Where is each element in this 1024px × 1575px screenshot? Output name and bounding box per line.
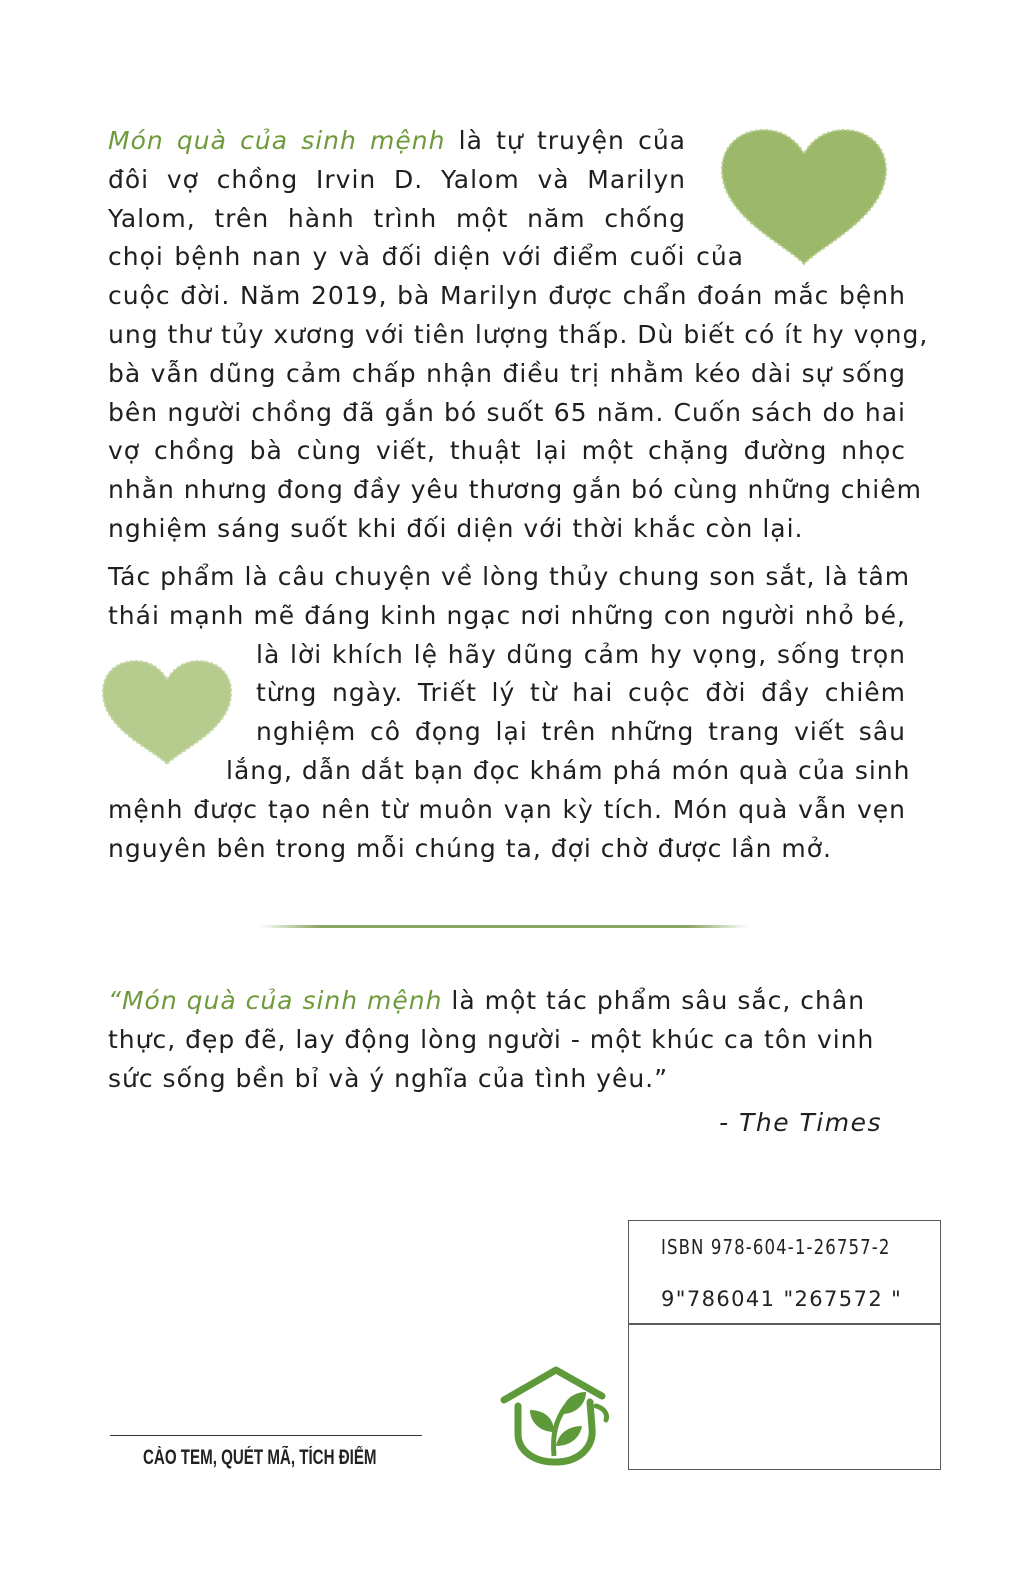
book-title-italic: Món quà của sinh mệnh — [108, 126, 446, 155]
text-line: chọi bệnh nan y và đối diện với điểm cuối của — [108, 242, 744, 272]
review-quote — [108, 982, 888, 1098]
quote-attribution: - The Times — [719, 1108, 882, 1137]
text-line: nghiệm sáng suốt khi đối diện với thời khắc còn lại. — [108, 513, 804, 543]
text-line: thực, đẹp đẽ, lay động lòng người - một khúc ca tôn vinh — [108, 1024, 875, 1054]
text-line: mệnh được tạo nên từ muôn vạn kỳ tích. Món quà vẫn vẹn — [108, 794, 906, 824]
stamp-label: CÀO TEM, QUÉT MÃ, TÍCH ĐIỂM — [143, 1446, 377, 1469]
text-line: nguyên bên trong mỗi chúng ta, đợi chờ được lần mở. — [108, 833, 832, 863]
text-line: nghiệm cô đọng lại trên những trang viết sâu — [256, 717, 906, 747]
text-line: là lời khích lệ hãy dũng cảm hy vọng, sống trọn — [256, 639, 906, 669]
text-line: thái mạnh mẽ đáng kinh ngạc nơi những con người nhỏ bé, — [108, 600, 906, 630]
text-line: từng ngày. Triết lý từ hai cuộc đời đầy chiêm — [256, 678, 906, 708]
text-line: Tác phẩm là câu chuyện về lòng thủy chung son sắt, là tâm — [108, 562, 911, 591]
text-line: sức sống bền bỉ và ý nghĩa của tình yêu.” — [108, 1063, 669, 1093]
text-line: vợ chồng bà cùng viết, thuật lại một chặng đường nhọc — [108, 436, 906, 466]
text-line: đôi vợ chồng Irvin D. Yalom và Marilyn — [108, 164, 686, 194]
text-line: nhằn nhưng đong đầy yêu thương gắn bó cùng những chiêm — [108, 475, 922, 505]
blurb-paragraph-1 — [108, 122, 929, 549]
stamp-line — [110, 1435, 422, 1436]
text-line: Yalom, trên hành trình một năm chống — [108, 203, 686, 233]
text-line: lắng, dẫn dắt bạn đọc khám phá món quà của sinh — [226, 755, 911, 785]
section-divider — [260, 925, 748, 928]
isbn-number: ISBN 978-604-1-26757-2 — [661, 1235, 891, 1259]
text-line: bà vẫn dũng cảm chấp nhận điều trị nhằm kéo dài sự sống — [108, 358, 906, 388]
isbn-divider — [629, 1323, 940, 1325]
isbn-box — [628, 1220, 941, 1470]
publisher-logo-icon — [496, 1362, 614, 1470]
quote-title-italic: “Món quà của sinh mệnh — [108, 986, 443, 1015]
text-segment: là một tác phẩm sâu sắc, chân — [442, 986, 866, 1015]
text-line — [108, 982, 888, 1021]
blurb-paragraph-2 — [108, 558, 911, 868]
text-segment: là tự truyện của — [445, 126, 686, 155]
text-line: ung thư tủy xương với tiên lượng thấp. Dù biết có ít hy vọng, — [108, 319, 929, 349]
text-line: bên người chồng đã gắn bó suốt 65 năm. Cuốn sách do hai — [108, 397, 906, 427]
barcode-number: 9"786041 "267572 " — [661, 1287, 903, 1311]
text-line: cuộc đời. Năm 2019, bà Marilyn được chẩn đoán mắc bệnh — [108, 281, 906, 311]
text-line — [108, 122, 686, 161]
